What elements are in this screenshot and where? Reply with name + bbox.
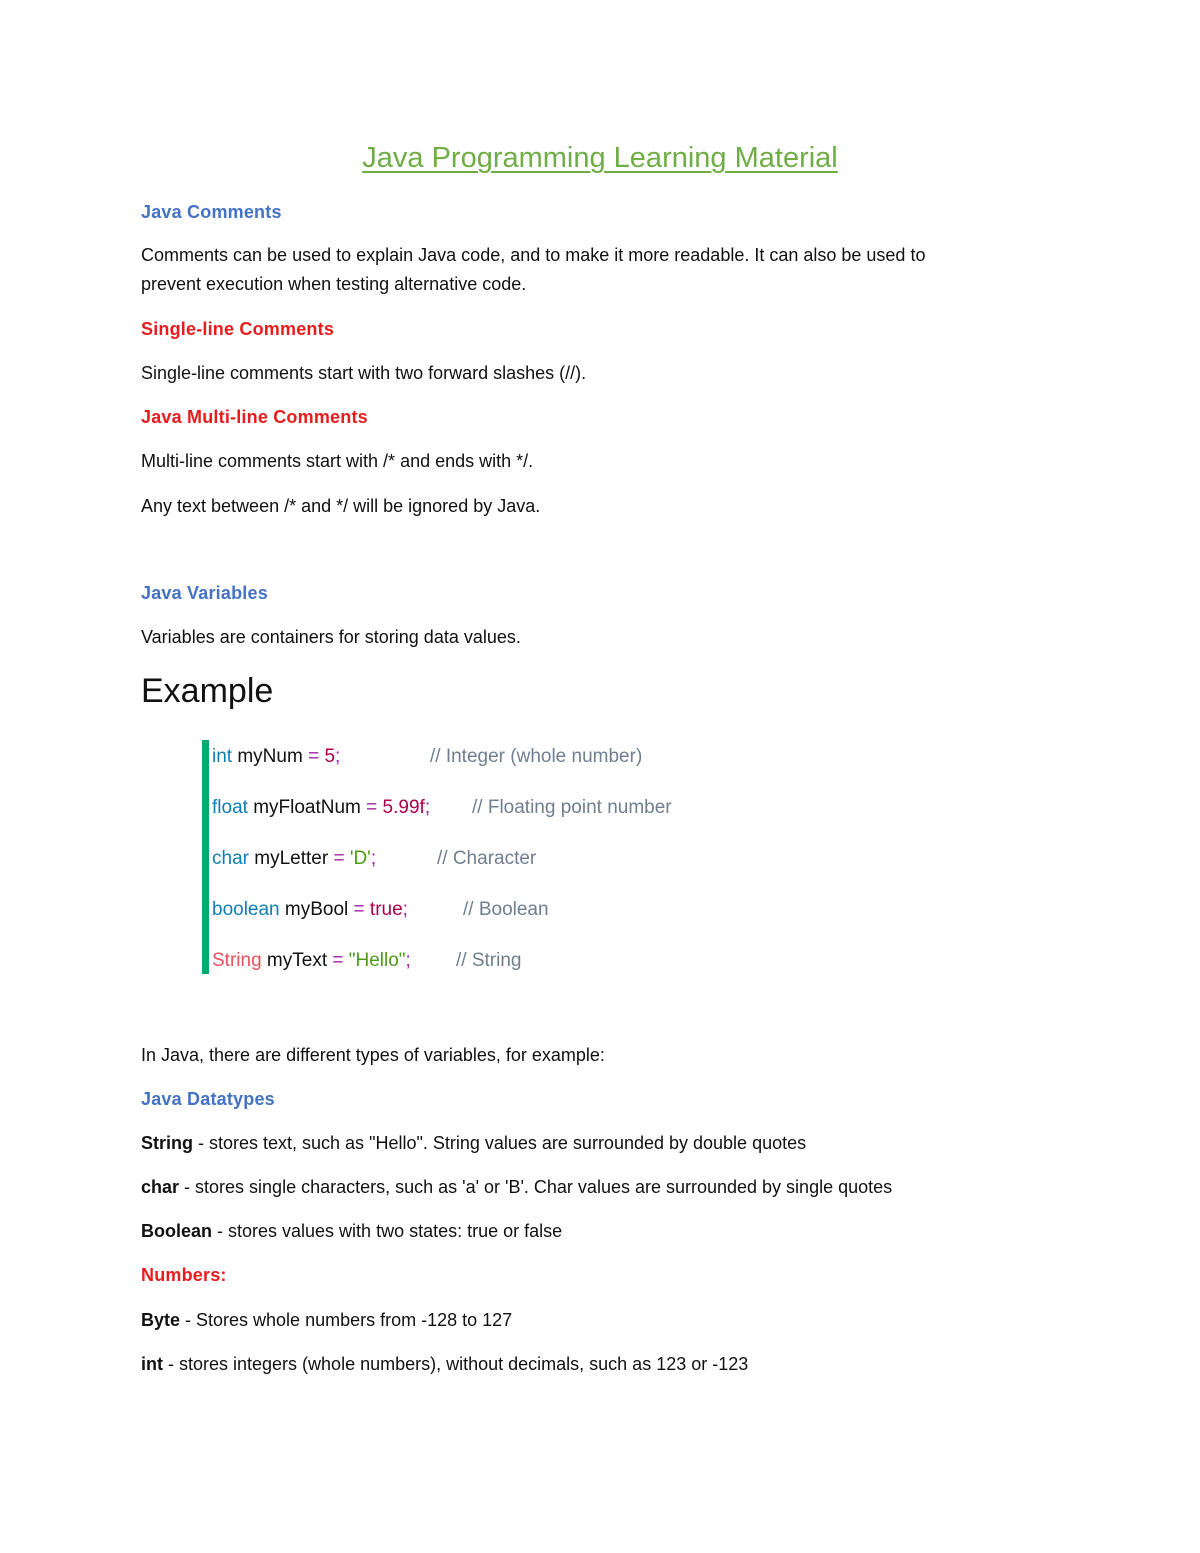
datatype-item bbox=[141, 1177, 892, 1198]
code-line bbox=[212, 950, 411, 972]
code-semicolon: ; bbox=[424, 797, 431, 818]
comments-paragraph-line-2: prevent execution when testing alternative code. bbox=[141, 274, 527, 294]
code-line bbox=[212, 746, 340, 768]
heading-java-comments: Java Comments bbox=[141, 202, 282, 222]
heading-single-line-comments: Single-line Comments bbox=[141, 319, 335, 339]
code-type: char bbox=[212, 848, 249, 869]
variables-text: Variables are containers for storing data values. bbox=[141, 627, 521, 647]
code-type: boolean bbox=[212, 899, 280, 920]
code-identifier: myFloatNum bbox=[247, 797, 367, 818]
code-identifier: myLetter bbox=[248, 848, 334, 869]
code-semicolon: ; bbox=[402, 899, 408, 920]
datatype-item bbox=[141, 1133, 806, 1154]
datatype-description: - stores text, such as "Hello". String values are surrounded by double quotes bbox=[193, 1133, 807, 1153]
code-operator: = bbox=[308, 746, 325, 767]
code-line bbox=[212, 899, 408, 921]
heading-multi-line-comments: Java Multi-line Comments bbox=[141, 407, 368, 427]
datatype-term: String bbox=[141, 1133, 193, 1153]
code-value: 5.99f bbox=[382, 797, 425, 818]
code-type: float bbox=[212, 797, 248, 818]
code-comment: // Integer (whole number) bbox=[430, 746, 643, 767]
code-comment: // String bbox=[456, 950, 522, 971]
code-semicolon: ; bbox=[370, 848, 377, 869]
heading-java-datatypes: Java Datatypes bbox=[141, 1089, 275, 1109]
variables-types-intro: In Java, there are different types of variables, for example: bbox=[141, 1045, 605, 1065]
code-operator: = bbox=[332, 950, 349, 971]
number-type-description: - stores integers (whole numbers), without decimals, such as 123 or -123 bbox=[163, 1354, 749, 1374]
code-value: true bbox=[369, 899, 403, 920]
code-comment: // Character bbox=[437, 848, 537, 869]
number-type-term: int bbox=[141, 1354, 163, 1374]
code-identifier: myText bbox=[261, 950, 333, 971]
heading-java-variables: Java Variables bbox=[141, 583, 268, 603]
document-title: Java Programming Learning Material bbox=[362, 142, 838, 174]
example-label: Example bbox=[141, 672, 274, 710]
code-operator: = bbox=[333, 848, 350, 869]
datatype-term: char bbox=[141, 1177, 180, 1197]
code-comment: // Boolean bbox=[463, 899, 549, 920]
multi-line-comments-text-2: Any text between /* and */ will be ignored by Java. bbox=[141, 496, 541, 516]
datatype-item bbox=[141, 1221, 562, 1242]
code-identifier: myNum bbox=[232, 746, 309, 767]
number-type-description: - Stores whole numbers from -128 to 127 bbox=[180, 1310, 513, 1330]
code-line bbox=[212, 797, 430, 819]
comments-paragraph-line-1: Comments can be used to explain Java code, and to make it more readable. It can also be used to bbox=[141, 245, 926, 265]
code-semicolon: ; bbox=[335, 746, 341, 767]
heading-numbers: Numbers: bbox=[141, 1265, 227, 1285]
code-line bbox=[212, 848, 376, 870]
code-value: 5 bbox=[324, 746, 336, 767]
number-type-term: Byte bbox=[141, 1310, 181, 1330]
code-type: String bbox=[212, 950, 262, 971]
code-semicolon: ; bbox=[405, 950, 411, 971]
datatype-description: - stores single characters, such as 'a' or 'B'. Char values are surrounded by single quotes bbox=[179, 1177, 893, 1197]
code-comment: // Floating point number bbox=[472, 797, 672, 818]
single-line-comments-text: Single-line comments start with two forward slashes (//). bbox=[141, 363, 587, 383]
number-type-item bbox=[141, 1310, 512, 1331]
code-block-accent-bar bbox=[202, 740, 209, 974]
code-operator: = bbox=[353, 899, 370, 920]
code-value: "Hello" bbox=[348, 950, 406, 971]
code-value: 'D' bbox=[349, 848, 371, 869]
datatype-term: Boolean bbox=[141, 1221, 213, 1241]
multi-line-comments-text-1: Multi-line comments start with /* and ends with */. bbox=[141, 451, 534, 471]
number-type-item bbox=[141, 1354, 748, 1375]
code-operator: = bbox=[366, 797, 383, 818]
code-type: int bbox=[212, 746, 233, 767]
code-identifier: myBool bbox=[279, 899, 354, 920]
datatype-description: - stores values with two states: true or false bbox=[212, 1221, 563, 1241]
